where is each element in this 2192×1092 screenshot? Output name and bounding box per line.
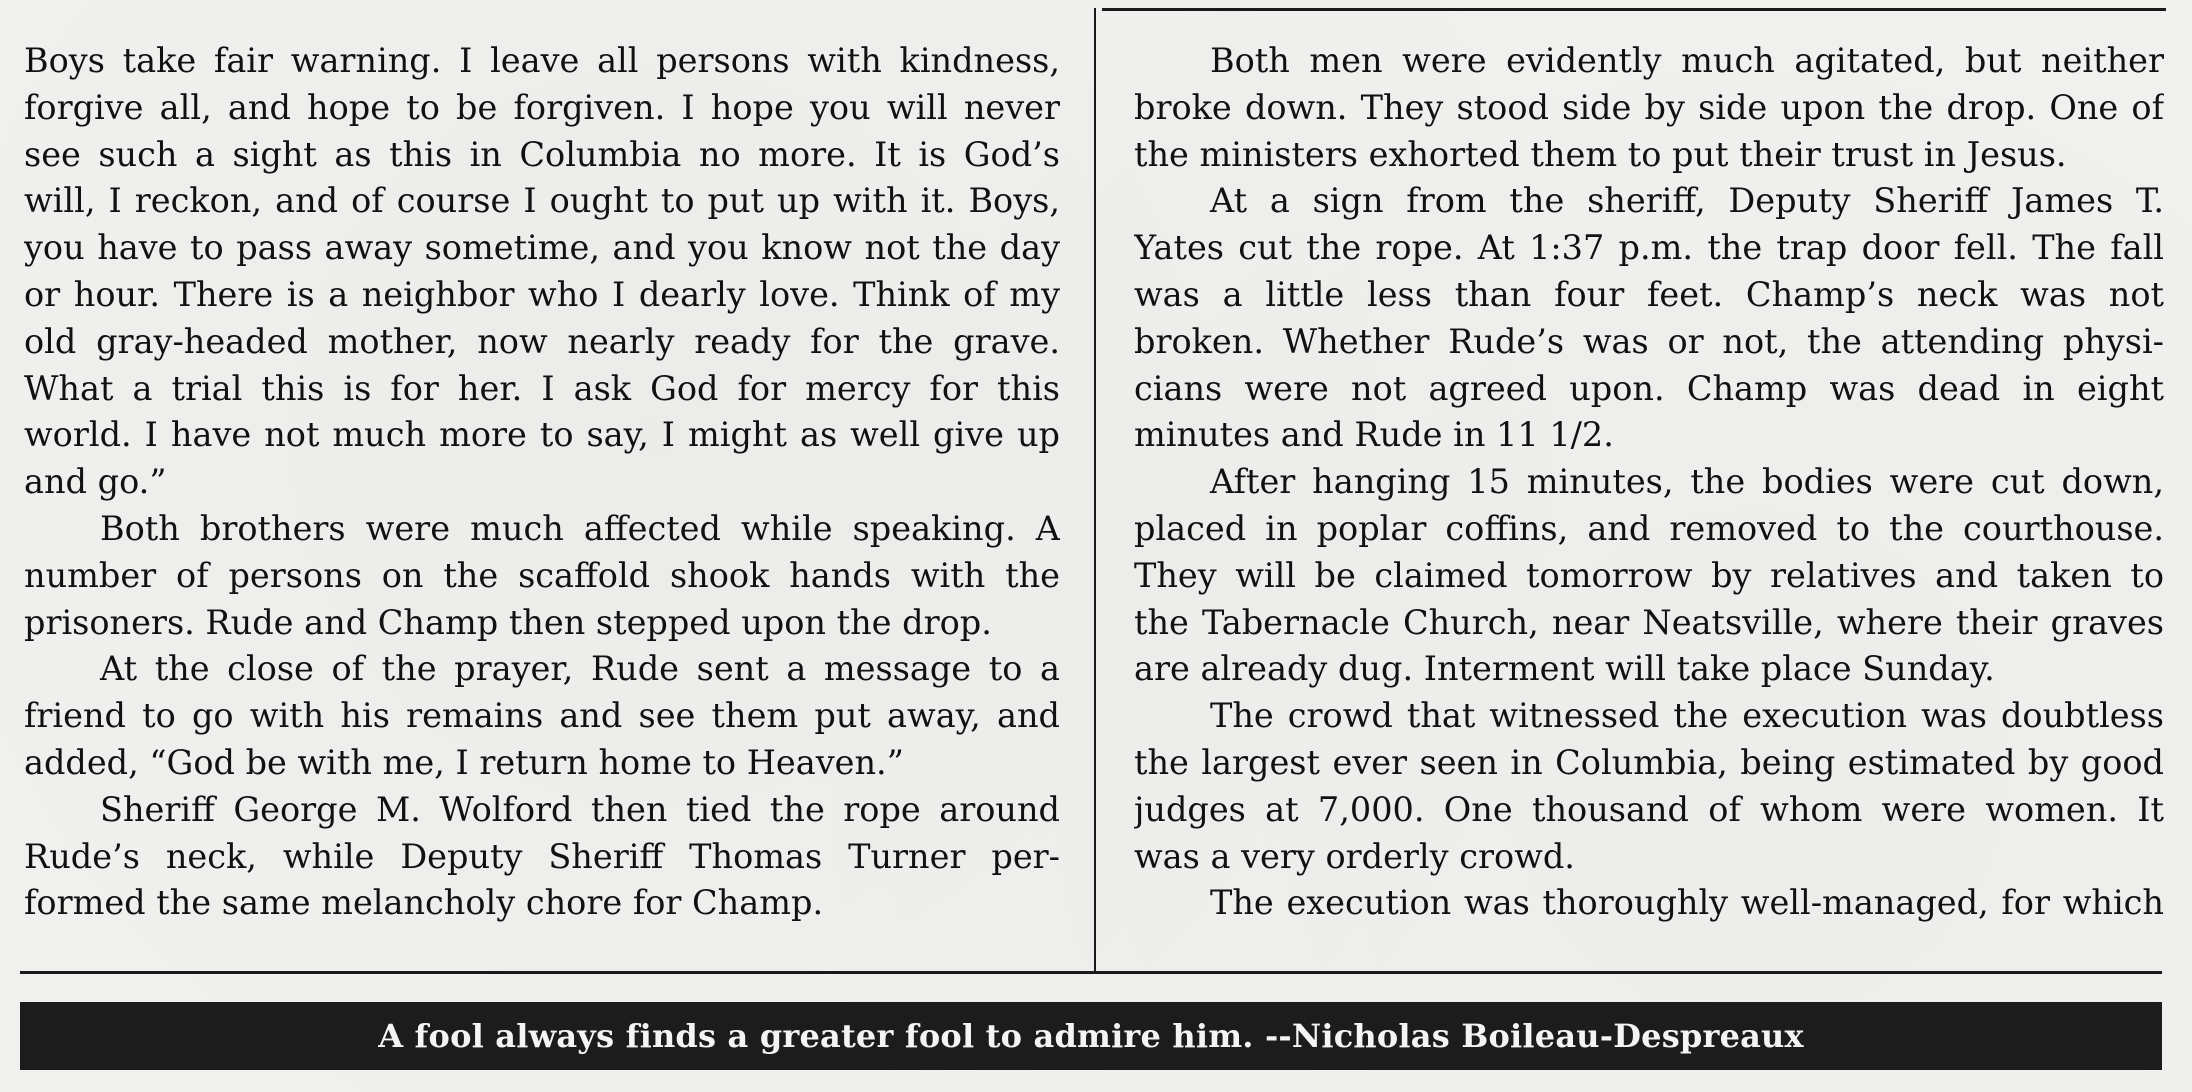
text-line: will, I reckon, and of course I ought to put up with it. Boys, <box>24 181 1060 221</box>
text-line: Rude’s neck, while Deputy Sheriff Thomas Turner per- <box>24 836 1060 876</box>
quote-bar <box>20 1002 2162 1070</box>
text-line: cians were not agreed upon. Champ was dead in eight <box>1134 368 2164 408</box>
text-line: placed in poplar coffins, and removed to the courthouse. <box>1134 508 2164 548</box>
left-paragraph-prayer <box>24 646 1060 786</box>
text-line: At a sign from the sheriff, Deputy Sheriff James T. <box>1210 181 2164 221</box>
text-line: see such a sight as this in Columbia no more. It is God’s <box>24 134 1060 174</box>
text-line: The crowd that witnessed the execution was doubtless <box>1210 696 2164 736</box>
text-line: forgive all, and hope to be forgiven. I hope you will never <box>24 87 1060 127</box>
left-paragraph-brothers <box>24 506 1060 646</box>
text-line: They will be claimed tomorrow by relatives and taken to <box>1134 555 2164 595</box>
text-line: the Tabernacle Church, near Neatsville, where their graves <box>1134 602 2164 642</box>
right-paragraph-crowd <box>1134 693 2164 880</box>
text-line: At the close of the prayer, Rude sent a message to a <box>100 649 1060 689</box>
right-column <box>1134 38 2164 927</box>
text-line: What a trial this is for her. I ask God for mercy for this <box>24 368 1060 408</box>
text-line: minutes and Rude in 11 1/2. <box>1134 415 1614 455</box>
text-line: broke down. They stood side by side upon the drop. One of <box>1134 87 2164 127</box>
text-line: broken. Whether Rude’s was or not, the attending physi- <box>1134 321 2164 361</box>
text-line: are already dug. Interment will take place Sunday. <box>1134 649 1995 689</box>
right-paragraph-execution <box>1134 880 2164 927</box>
left-paragraph-quote <box>24 38 1060 506</box>
text-line: Yates cut the rope. At 1:37 p.m. the trap door fell. The fall <box>1134 228 2164 268</box>
text-line: the largest ever seen in Columbia, being estimated by good <box>1134 742 2164 782</box>
text-line: Both men were evidently much agitated, but neither <box>1210 41 2164 80</box>
text-line: was a very orderly crowd. <box>1134 836 1575 876</box>
top-rule <box>1102 8 2166 11</box>
left-column <box>24 38 1060 927</box>
text-line: prisoners. Rude and Champ then stepped upon the drop. <box>24 602 992 642</box>
text-line: judges at 7,000. One thousand of whom were women. It <box>1134 789 2164 829</box>
text-line: friend to go with his remains and see them put away, and <box>24 696 1060 736</box>
text-line: the ministers exhorted them to put their trust in Jesus. <box>1134 134 2067 174</box>
left-paragraph-sheriff <box>24 787 1060 927</box>
right-paragraph-rope <box>1134 178 2164 459</box>
text-line: old gray-headed mother, now nearly ready for the grave. <box>24 321 1060 361</box>
text-line: number of persons on the scaffold shook hands with the <box>24 555 1060 595</box>
text-line: Both brothers were much affected while speaking. A <box>100 508 1060 548</box>
text-line: and go.” <box>24 462 167 502</box>
right-paragraph-agitated <box>1134 38 2164 178</box>
text-line: The execution was thoroughly well-managed, for which <box>1210 883 2164 923</box>
text-line: formed the same melancholy chore for Champ. <box>24 883 824 923</box>
text-line: world. I have not much more to say, I might as well give up <box>24 415 1060 455</box>
text-line: Boys take fair warning. I leave all persons with kindness, <box>24 41 1060 80</box>
text-line: added, “God be with me, I return home to Heaven.” <box>24 742 904 782</box>
text-line: was a little less than four feet. Champ’s neck was not <box>1134 274 2164 314</box>
text-line: you have to pass away sometime, and you know not the day <box>24 228 1060 268</box>
quote-text: A fool always finds a greater fool to admire him. --Nicholas Boileau-Despreaux <box>378 1017 1804 1055</box>
text-line: Sheriff George M. Wolford then tied the rope around <box>100 789 1060 829</box>
text-line: or hour. There is a neighbor who I dearly love. Think of my <box>24 274 1060 314</box>
column-divider <box>1094 8 1096 974</box>
text-line: After hanging 15 minutes, the bodies were cut down, <box>1210 462 2164 502</box>
bottom-rule <box>20 971 2162 974</box>
right-paragraph-bodies <box>1134 459 2164 693</box>
